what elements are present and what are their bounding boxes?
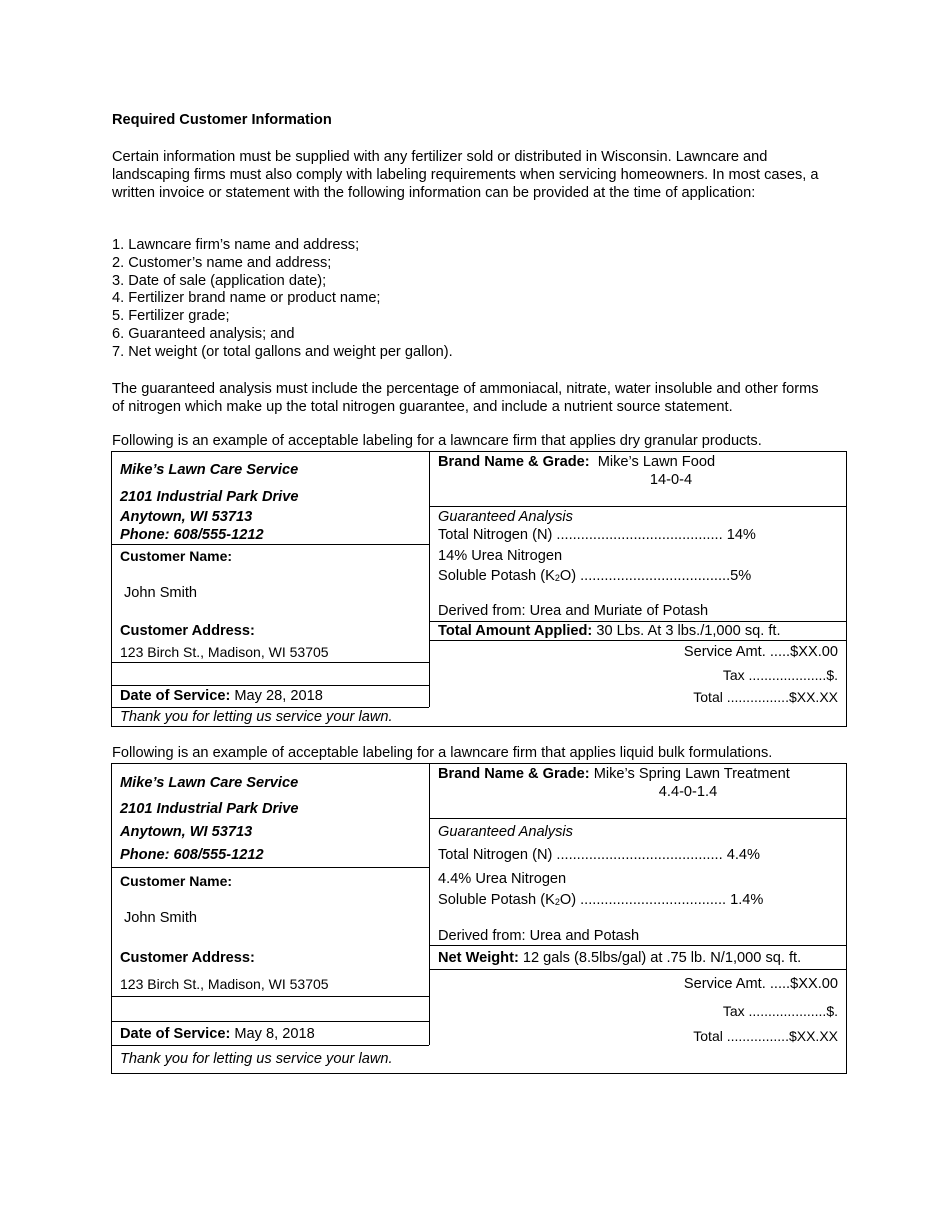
potash-value: O) .....................................5% xyxy=(559,568,752,584)
intro-paragraph: Certain information must be supplied with any fertilizer sold or distributed in Wisconsin. Lawncare and landscaping firms must also comply with labeling requirements when servicing homeowners. In most cases, a written invoice or statement with the following information can be provided at the time of application: xyxy=(112,149,819,201)
brand-label: Brand Name & Grade: xyxy=(438,454,590,470)
amount-value: 30 Lbs. At 3 lbs./1,000 sq. ft. xyxy=(596,623,781,639)
grade: 14-0-4 xyxy=(649,472,693,488)
page-title: Required Customer Information xyxy=(112,112,332,128)
date-value: May 8, 2018 xyxy=(234,1026,315,1042)
derived-from: Derived from: Urea and Muriate of Potash xyxy=(438,603,709,619)
date-label: Date of Service: xyxy=(120,1026,231,1042)
total: Total ................$XX.XX xyxy=(693,689,838,705)
customer-address-label: Customer Address: xyxy=(120,623,255,639)
potash-value: O) .................................... 1.4% xyxy=(559,892,764,908)
customer-address-label: Customer Address: xyxy=(120,950,255,966)
brand-value: Mike’s Lawn Food xyxy=(597,454,716,470)
potash-label: Soluble Potash (K xyxy=(438,892,555,908)
brand-grade xyxy=(438,765,790,783)
amount-label: Total Amount Applied: xyxy=(438,623,593,639)
tax: Tax ....................$. xyxy=(722,667,838,683)
firm-street: 2101 Industrial Park Drive xyxy=(120,489,299,505)
firm-phone: Phone: 608/555-1212 xyxy=(120,527,264,543)
list-item: 5. Fertilizer grade; xyxy=(112,308,230,325)
urea-nitrogen: 14% Urea Nitrogen xyxy=(438,548,563,564)
total-nitrogen: Total Nitrogen (N) ......................................... 4.4% xyxy=(438,847,760,863)
list-item: 4. Fertilizer brand name or product name; xyxy=(112,290,381,307)
firm-phone: Phone: 608/555-1212 xyxy=(120,847,264,863)
firm-street: 2101 Industrial Park Drive xyxy=(120,801,299,817)
soluble-potash xyxy=(438,891,763,911)
list-item: 1. Lawncare firm’s name and address; xyxy=(112,237,360,253)
customer-name-label: Customer Name: xyxy=(120,548,233,564)
customer-name: John Smith xyxy=(124,910,198,926)
customer-address: 123 Birch St., Madison, WI 53705 xyxy=(120,976,329,992)
firm-city: Anytown, WI 53713 xyxy=(120,509,253,525)
list-item: 7. Net weight (or total gallons and weight per gallon). xyxy=(112,343,453,360)
grade: 4.4-0-1.4 xyxy=(658,784,718,800)
firm-city: Anytown, WI 53713 xyxy=(120,824,253,840)
amount-value: 12 gals (8.5lbs/gal) at .75 lb. N/1,000 sq. ft. xyxy=(522,950,802,966)
potash-label: Soluble Potash (K xyxy=(438,568,555,584)
firm-name: Mike’s Lawn Care Service xyxy=(120,775,299,791)
potash-subscript: 2 xyxy=(554,573,560,583)
net-weight xyxy=(438,949,801,967)
example2-caption: Following is an example of acceptable labeling for a lawncare firm that applies liquid bulk formulations. xyxy=(112,745,773,761)
total-nitrogen: Total Nitrogen (N) ......................................... 14% xyxy=(438,527,756,543)
amount-label: Net Weight: xyxy=(438,950,519,966)
date-value: May 28, 2018 xyxy=(234,688,323,704)
firm-name: Mike’s Lawn Care Service xyxy=(120,462,299,478)
customer-address: 123 Birch St., Madison, WI 53705 xyxy=(120,644,329,660)
example1-caption: Following is an example of acceptable labeling for a lawncare firm that applies dry granular products. xyxy=(112,433,762,449)
total-amount-applied xyxy=(438,622,781,640)
tax: Tax ....................$. xyxy=(722,1003,838,1019)
brand-grade xyxy=(438,453,715,471)
derived-from: Derived from: Urea and Potash xyxy=(438,928,640,944)
analysis-note: The guaranteed analysis must include the percentage of ammoniacal, nitrate, water insoluble and other forms of nitrogen which make up the total nitrogen guarantee, and include a nutrient source statement. xyxy=(112,381,819,415)
thanks-text: Thank you for letting us service your lawn. xyxy=(120,709,393,725)
requirements-list xyxy=(112,237,453,362)
customer-name: John Smith xyxy=(124,585,198,601)
soluble-potash xyxy=(438,567,751,587)
guaranteed-analysis-title: Guaranteed Analysis xyxy=(438,824,573,840)
list-item: 3. Date of sale (application date); xyxy=(112,272,327,289)
service-amount: Service Amt. .....$XX.00 xyxy=(683,976,838,992)
urea-nitrogen: 4.4% Urea Nitrogen xyxy=(438,871,567,887)
customer-name-label: Customer Name: xyxy=(120,873,233,889)
guaranteed-analysis-title: Guaranteed Analysis xyxy=(438,509,573,525)
thanks-text: Thank you for letting us service your lawn. xyxy=(120,1051,393,1067)
date-of-service xyxy=(120,687,323,705)
list-item: 6. Guaranteed analysis; and xyxy=(112,325,295,342)
brand-label: Brand Name & Grade: xyxy=(438,766,590,782)
brand-value: Mike’s Spring Lawn Treatment xyxy=(593,766,790,782)
list-item: 2. Customer’s name and address; xyxy=(112,254,332,271)
total: Total ................$XX.XX xyxy=(693,1028,838,1044)
service-amount: Service Amt. .....$XX.00 xyxy=(683,644,838,660)
potash-subscript: 2 xyxy=(554,897,560,907)
date-of-service xyxy=(120,1025,315,1043)
date-label: Date of Service: xyxy=(120,688,231,704)
